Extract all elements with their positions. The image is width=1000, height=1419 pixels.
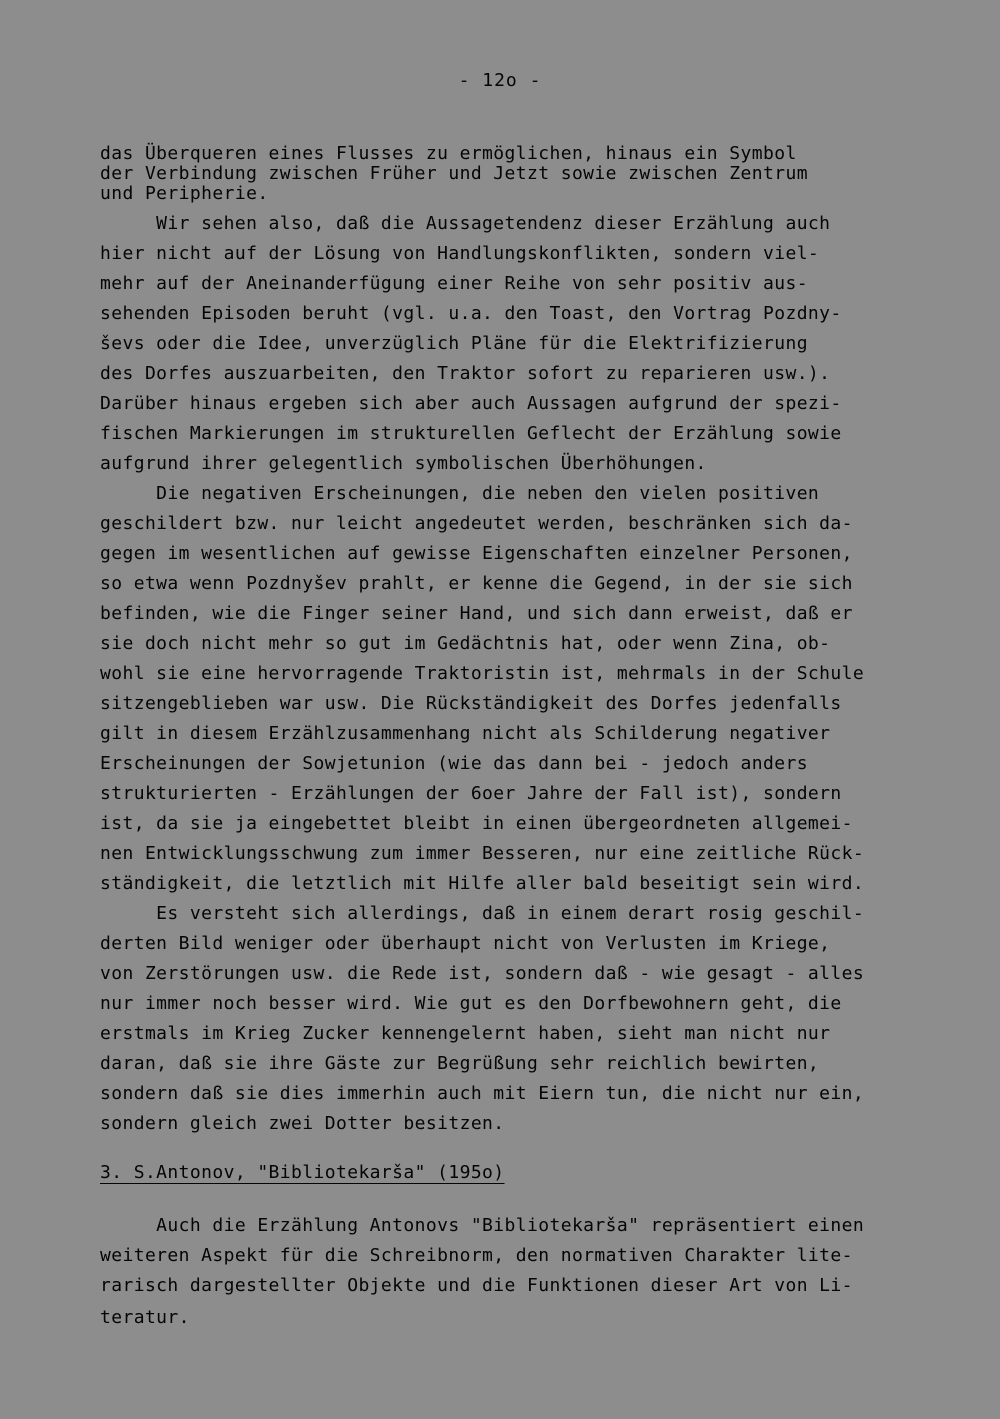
page-number: - 12o - <box>458 70 542 91</box>
text-line: Die negativen Erscheinungen, die neben den vielen positiven <box>100 483 820 504</box>
text-line: erstmals im Krieg Zucker kennengelernt haben, sieht man nicht nur <box>100 1023 831 1044</box>
text-line: sitzengeblieben war usw. Die Rückständigkeit des Dorfes jedenfalls <box>100 693 842 714</box>
text-line: von Zerstörungen usw. die Rede ist, sondern daß - wie gesagt - alles <box>100 963 865 984</box>
text-line: so etwa wenn Pozdnyšev prahlt, er kenne die Gegend, in der sie sich <box>100 573 853 594</box>
text-line: Auch die Erzählung Antonovs "Bibliotekarša" repräsentiert einen <box>100 1215 865 1236</box>
text-line: ständigkeit, die letztlich mit Hilfe aller bald beseitigt sein wird. <box>100 873 865 894</box>
text-line: der Verbindung zwischen Früher und Jetzt sowie zwischen Zentrum <box>100 163 808 184</box>
text-line: Es versteht sich allerdings, daß in einem derart rosig geschil- <box>100 903 865 924</box>
text-line: ist, da sie ja eingebettet bleibt in einen übergeordneten allgemei- <box>100 813 853 834</box>
text-line: Erscheinungen der Sowjetunion (wie das dann bei - jedoch anders <box>100 753 808 774</box>
text-line: Darüber hinaus ergeben sich aber auch Aussagen aufgrund der spezi- <box>100 393 842 414</box>
text-line: das Überqueren eines Flusses zu ermöglichen, hinaus ein Symbol <box>100 143 797 164</box>
text-line: mehr auf der Aneinanderfügung einer Reihe von sehr positiv aus- <box>100 273 808 294</box>
text-line: strukturierten - Erzählungen der 6oer Jahre der Fall ist), sondern <box>100 783 842 804</box>
text-line: Wir sehen also, daß die Aussagetendenz dieser Erzählung auch <box>100 213 831 234</box>
text-line: hier nicht auf der Lösung von Handlungskonflikten, sondern viel- <box>100 243 820 264</box>
text-line: ševs oder die Idee, unverzüglich Pläne für die Elektrifizierung <box>100 333 808 354</box>
text-line: befinden, wie die Finger seiner Hand, und sich dann erweist, daß er <box>100 603 853 624</box>
text-line: weiteren Aspekt für die Schreibnorm, den normativen Charakter lite- <box>100 1245 853 1266</box>
text-line: aufgrund ihrer gelegentlich symbolischen Überhöhungen. <box>100 453 707 474</box>
text-line: sondern gleich zwei Dotter besitzen. <box>100 1113 505 1134</box>
text-line: teratur. <box>100 1307 190 1328</box>
text-line: rarisch dargestellter Objekte und die Funktionen dieser Art von Li- <box>100 1275 853 1296</box>
text-line: geschildert bzw. nur leicht angedeutet werden, beschränken sich da- <box>100 513 853 534</box>
text-line: sehenden Episoden beruht (vgl. u.a. den Toast, den Vortrag Pozdny- <box>100 303 842 324</box>
text-line: daran, daß sie ihre Gäste zur Begrüßung sehr reichlich bewirten, <box>100 1053 820 1074</box>
text-line: wohl sie eine hervorragende Traktoristin ist, mehrmals in der Schule <box>100 663 865 684</box>
text-line: nen Entwicklungsschwung zum immer Besseren, nur eine zeitliche Rück- <box>100 843 865 864</box>
text-line: sie doch nicht mehr so gut im Gedächtnis hat, oder wenn Zina, ob- <box>100 633 831 654</box>
text-line: sondern daß sie dies immerhin auch mit Eiern tun, die nicht nur ein, <box>100 1083 865 1104</box>
text-line: und Peripherie. <box>100 183 269 204</box>
text-line: gilt in diesem Erzählzusammenhang nicht als Schilderung negativer <box>100 723 831 744</box>
text-line: fischen Markierungen im strukturellen Geflecht der Erzählung sowie <box>100 423 842 444</box>
text-line: derten Bild weniger oder überhaupt nicht von Verlusten im Kriege, <box>100 933 831 954</box>
section-heading: 3. S.Antonov, "Bibliotekarša" (195o) <box>100 1162 505 1183</box>
text-line: gegen im wesentlichen auf gewisse Eigenschaften einzelner Personen, <box>100 543 853 564</box>
text-line: des Dorfes auszuarbeiten, den Traktor sofort zu reparieren usw.). <box>100 363 831 384</box>
text-line: nur immer noch besser wird. Wie gut es den Dorfbewohnern geht, die <box>100 993 842 1014</box>
